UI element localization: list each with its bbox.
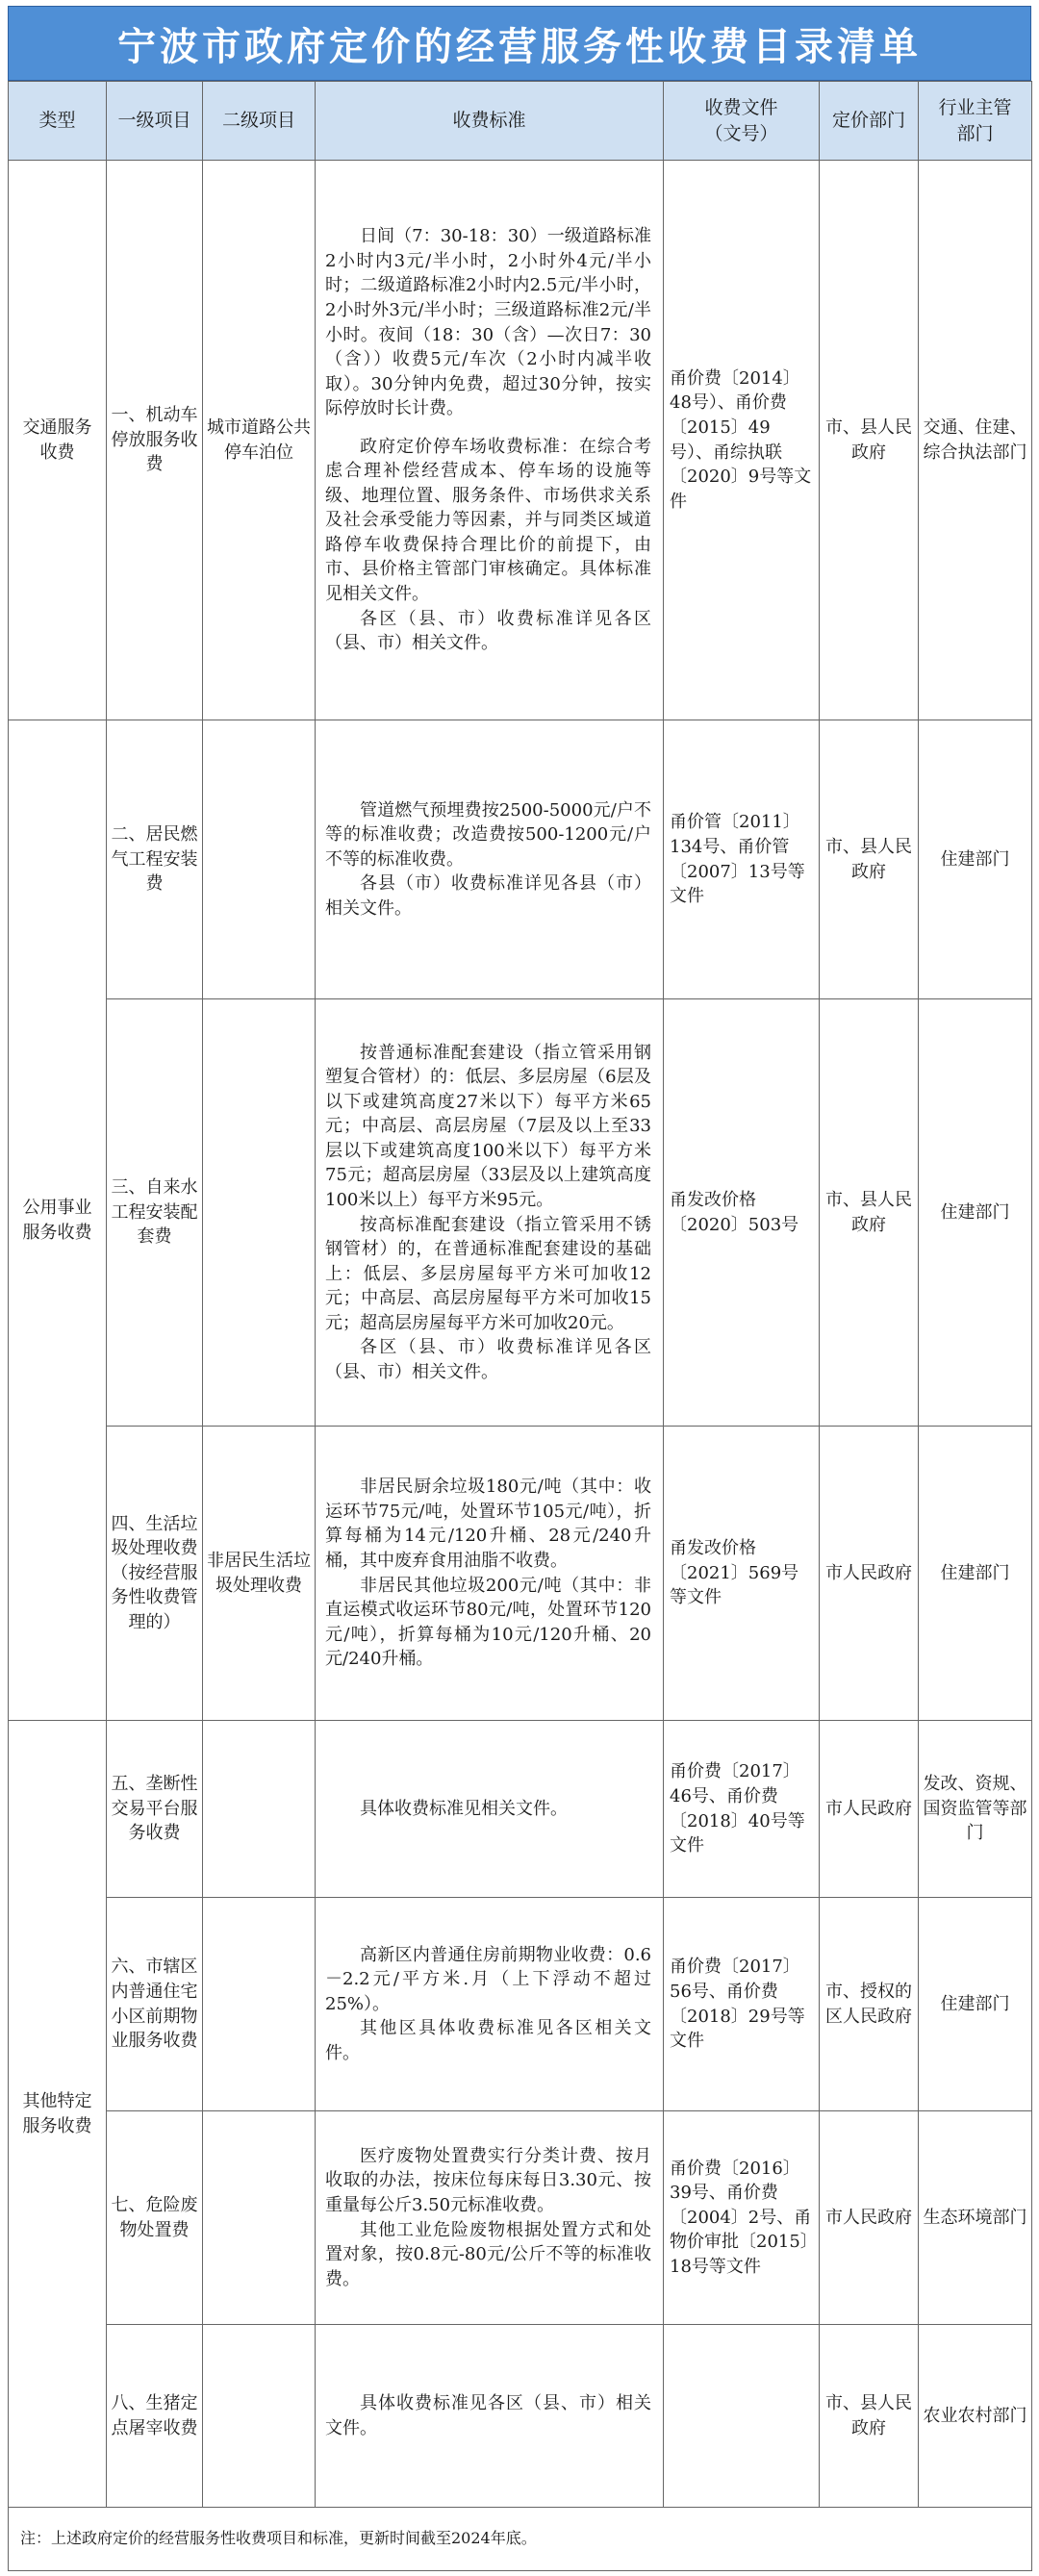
- standard-paragraph: 各区（县、市）收费标准详见各区（县、市）相关文件。: [325, 1337, 651, 1382]
- header-row: [9, 82, 1032, 161]
- fee-standard: [316, 999, 664, 1427]
- pricing-dept: 市人民政府: [820, 1721, 919, 1898]
- fee-standard: [316, 1427, 664, 1721]
- pricing-dept: 市人民政府: [820, 2111, 919, 2325]
- industry-dept: 农业农村部门: [919, 2325, 1032, 2508]
- industry-dept: 住建部门: [919, 720, 1032, 999]
- fee-document: 甬价费〔2016〕39号、甬价费〔2004〕2号、甬物价审批〔2015〕18号等文件: [664, 2111, 820, 2325]
- table-row: [9, 161, 1032, 720]
- pricing-dept: 市人民政府: [820, 1427, 919, 1721]
- standard-paragraph: 非居民厨余垃圾180元/吨（其中：收运环节75元/吨，处置环节105元/吨），折算每桶为14元/120升桶、28元/240升桶，其中废弃食用油脂不收费。: [325, 1477, 651, 1571]
- header-dept: 定价部门: [820, 82, 919, 161]
- fee-standard: [316, 720, 664, 999]
- level1-item: 二、居民燃气工程安装费: [107, 720, 203, 999]
- standard-paragraph: 按高标准配套建设（指立管采用不锈钢管材）的，在普通标准配套建设的基础上：低层、多层房屋每平方米可加收12元；中高层、高层房屋每平方米可加收15元；超高层房屋每平方米可加收20元。: [325, 1214, 651, 1333]
- level1-item: 七、危险废物处置费: [107, 2111, 203, 2325]
- note-row: [9, 2508, 1032, 2571]
- table-row: [9, 2325, 1032, 2508]
- fee-document: 甬发改价格〔2020〕503号: [664, 999, 820, 1427]
- standard-paragraph: 管道燃气预埋费按2500-5000元/户不等的标准收费；改造费按500-1200元/户不等的标准收费。: [325, 799, 651, 870]
- category-public: 公用事业 服务收费: [9, 720, 107, 1721]
- fee-standard: [316, 161, 664, 720]
- fee-standard: [316, 1898, 664, 2111]
- category-other: 其他特定 服务收费: [9, 1721, 107, 2508]
- fee-document: 甬价费〔2017〕56号、甬价费〔2018〕29号等文件: [664, 1898, 820, 2111]
- pricing-dept: 市、授权的区人民政府: [820, 1898, 919, 2111]
- level2-item: [203, 1898, 316, 2111]
- fee-document: [664, 2325, 820, 2508]
- standard-paragraph: 政府定价停车场收费标准：在综合考虑合理补偿经营成本、停车场的设施等级、地理位置、服务条件、市场供求关系及社会承受能力等因素，并与同类区域道路停车收费保持合理比价的前提下，由市、县价格主管部门审核确定。具体标准见相关文件。: [325, 436, 651, 604]
- fee-document: 甬价费〔2014〕48号）、甬价费〔2015〕49号）、甬综执联〔2020〕9号等文件: [664, 161, 820, 720]
- level1-item: 四、生活垃圾处理收费（按经营服务性收费管理的）: [107, 1427, 203, 1721]
- page-title: 宁波市政府定价的经营服务性收费目录清单: [117, 24, 922, 69]
- level2-item: [203, 2325, 316, 2508]
- standard-paragraph: 高新区内普通住房前期物业收费：0.6－2.2元/平方米.月（上下浮动不超过25%）。: [325, 1944, 651, 2014]
- table-row: [9, 999, 1032, 1427]
- standard-paragraph: 其他工业危险废物根据处置方式和处置对象，按0.8元-80元/公斤不等的标准收费。: [325, 2219, 651, 2289]
- industry-dept: 住建部门: [919, 1898, 1032, 2111]
- category-traffic: 交通服务 收费: [9, 161, 107, 720]
- level2-item: 城市道路公共停车泊位: [203, 161, 316, 720]
- header-type: 类型: [9, 82, 107, 161]
- industry-dept: 住建部门: [919, 999, 1032, 1427]
- title-banner: [8, 6, 1031, 81]
- level2-item: [203, 999, 316, 1427]
- level1-item: 三、自来水工程安装配套费: [107, 999, 203, 1427]
- header-level2: 二级项目: [203, 82, 316, 161]
- level2-item: 非居民生活垃圾处理收费: [203, 1427, 316, 1721]
- standard-paragraph: 日间（7：30-18：30）一级道路标准2小时内3元/半小时，2小时外4元/半小时；二级道路标准2小时内2.5元/半小时，2小时外3元/半小时；三级道路标准2元/半小时。夜间（18：30（含）—次日7：30（含））收费5元/车次（2小时内减半收取）。30分钟内免费，超过30分钟，按实际停放时长计费。: [325, 226, 651, 419]
- standard-paragraph: 各区（县、市）收费标准详见各区（县、市）相关文件。: [325, 608, 651, 654]
- table-row: [9, 1898, 1032, 2111]
- header-industry: 行业主管 部门: [919, 82, 1032, 161]
- standard-paragraph: 具体收费标准见各区（县、市）相关文件。: [325, 2392, 651, 2438]
- pricing-dept: 市、县人民政府: [820, 161, 919, 720]
- level1-item: 五、垄断性交易平台服务收费: [107, 1721, 203, 1898]
- level1-item: 一、机动车停放服务收费: [107, 161, 203, 720]
- header-doc: 收费文件 （文号）: [664, 82, 820, 161]
- industry-dept: 住建部门: [919, 1427, 1032, 1721]
- level1-item: 八、生猪定点屠宰收费: [107, 2325, 203, 2508]
- standard-paragraph: 非居民其他垃圾200元/吨（其中：非直运模式收运环节80元/吨，处置环节120元/吨），折算每桶为10元/120升桶、20元/240升桶。: [325, 1575, 651, 1670]
- fee-standard: [316, 2325, 664, 2508]
- industry-dept: 发改、资规、国资监管等部门: [919, 1721, 1032, 1898]
- page: [8, 6, 1031, 2571]
- table-row: [9, 1721, 1032, 1898]
- header-standard: 收费标准: [316, 82, 664, 161]
- pricing-dept: 市、县人民政府: [820, 999, 919, 1427]
- fee-document: 甬价管〔2011〕134号、甬价管〔2007〕13号等文件: [664, 720, 820, 999]
- fee-standard: [316, 1721, 664, 1898]
- industry-dept: 交通、住建、综合执法部门: [919, 161, 1032, 720]
- table-row: [9, 720, 1032, 999]
- industry-dept: 生态环境部门: [919, 2111, 1032, 2325]
- fee-document: 甬发改价格〔2021〕569号等文件: [664, 1427, 820, 1721]
- table-row: [9, 1427, 1032, 1721]
- level1-item: 六、市辖区内普通住宅小区前期物业服务收费: [107, 1898, 203, 2111]
- level2-item: [203, 2111, 316, 2325]
- standard-paragraph: 医疗废物处置费实行分类计费、按月收取的办法，按床位每床每日3.30元、按重量每公斤3.50元标准收费。: [325, 2145, 651, 2215]
- pricing-dept: 市、县人民政府: [820, 2325, 919, 2508]
- level2-item: [203, 1721, 316, 1898]
- header-level1: 一级项目: [107, 82, 203, 161]
- pricing-dept: 市、县人民政府: [820, 720, 919, 999]
- standard-paragraph: 按普通标准配套建设（指立管采用钢塑复合管材）的：低层、多层房屋（6层及以下或建筑高度27米以下）每平方米65元；中高层、高层房屋（7层及以上至33层以下或建筑高度100米以下）每平方米75元；超高层房屋（33层及以上建筑高度100米以上）每平方米95元。: [325, 1042, 651, 1210]
- fee-standard: [316, 2111, 664, 2325]
- standard-paragraph: 各县（市）收费标准详见各县（市）相关文件。: [325, 873, 651, 919]
- fee-document: 甬价费〔2017〕46号、甬价费〔2018〕40号等文件: [664, 1721, 820, 1898]
- fee-catalog-table: [8, 81, 1032, 2571]
- standard-paragraph: 具体收费标准见相关文件。: [360, 1798, 568, 1819]
- standard-paragraph: 其他区具体收费标准见各区相关文件。: [325, 2018, 651, 2063]
- footnote: 注：上述政府定价的经营服务性收费项目和标准，更新时间截至2024年底。: [9, 2508, 1032, 2571]
- level2-item: [203, 720, 316, 999]
- table-row: [9, 2111, 1032, 2325]
